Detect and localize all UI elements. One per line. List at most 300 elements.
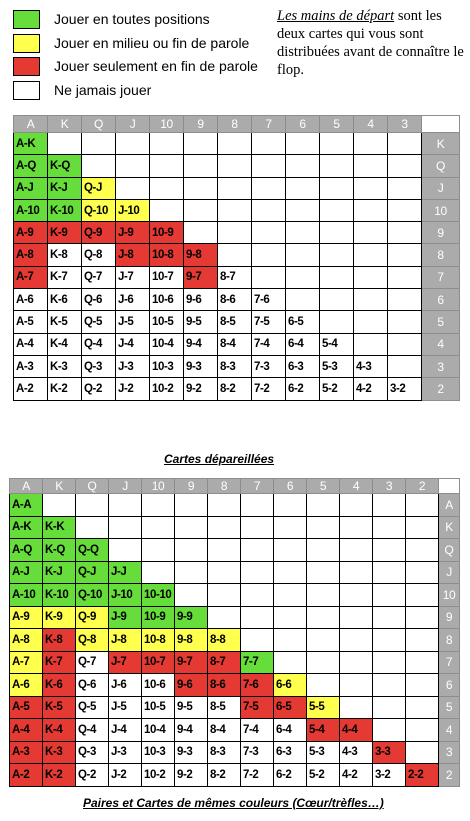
- empty-cell: [286, 222, 320, 244]
- empty-cell: [274, 651, 307, 674]
- hand-cell: 7-4: [241, 719, 274, 742]
- hand-cell: 5-4: [320, 333, 354, 355]
- hand-cell: 10-9: [142, 606, 175, 629]
- hand-cell: 10-5: [142, 696, 175, 719]
- hand-cell: 9-3: [184, 355, 218, 377]
- legend-label: Ne jamais jouer: [54, 81, 152, 98]
- empty-cell: [388, 289, 422, 311]
- empty-cell: [340, 629, 373, 652]
- hand-cell: J-4: [116, 333, 150, 355]
- hand-cell: 8-4: [218, 333, 252, 355]
- hand-cell: 10-5: [150, 311, 184, 333]
- empty-cell: [252, 199, 286, 221]
- column-header: 10: [142, 479, 175, 494]
- table-row: [10, 764, 460, 787]
- empty-cell: [116, 133, 150, 155]
- hand-cell: 7-5: [252, 311, 286, 333]
- hand-cell: 9-9: [175, 606, 208, 629]
- hand-cell: A-5: [14, 311, 48, 333]
- table-row: [10, 606, 460, 629]
- column-header: 2: [406, 479, 439, 494]
- column-header: [439, 479, 460, 494]
- hand-cell: 8-2: [218, 378, 252, 400]
- table-row: [10, 584, 460, 607]
- hand-cell: 8-3: [208, 741, 241, 764]
- empty-cell: [373, 584, 406, 607]
- suited-hands-grid: [9, 478, 460, 787]
- empty-cell: [373, 629, 406, 652]
- row-header: 2: [422, 378, 460, 400]
- empty-cell: [241, 629, 274, 652]
- suited-caption: Paires et Cartes de mêmes couleurs (Cœur/trèfles…): [83, 796, 384, 810]
- row-header: J: [439, 561, 460, 584]
- hand-cell: 5-2: [307, 764, 340, 787]
- hand-cell: Q-4: [76, 719, 109, 742]
- empty-cell: [175, 516, 208, 539]
- hand-cell: 10-3: [142, 741, 175, 764]
- empty-cell: [373, 674, 406, 697]
- table-row: [10, 629, 460, 652]
- hand-cell: 6-2: [286, 378, 320, 400]
- hand-cell: A-6: [14, 289, 48, 311]
- hand-cell: K-K: [43, 516, 76, 539]
- empty-cell: [406, 584, 439, 607]
- empty-cell: [109, 539, 142, 562]
- hand-cell: A-7: [14, 266, 48, 288]
- row-header: 6: [439, 674, 460, 697]
- empty-cell: [406, 606, 439, 629]
- empty-cell: [307, 651, 340, 674]
- hand-cell: Q-10: [76, 584, 109, 607]
- empty-cell: [373, 719, 406, 742]
- hand-cell: J-10: [116, 199, 150, 221]
- empty-cell: [373, 516, 406, 539]
- empty-cell: [76, 516, 109, 539]
- hand-cell: 6-3: [274, 741, 307, 764]
- hand-cell: Q-7: [76, 651, 109, 674]
- hand-cell: Q-7: [82, 266, 116, 288]
- hand-cell: Q-6: [76, 674, 109, 697]
- empty-cell: [406, 719, 439, 742]
- empty-cell: [82, 155, 116, 177]
- hand-cell: K-4: [48, 333, 82, 355]
- empty-cell: [175, 584, 208, 607]
- intro-text: [277, 7, 467, 79]
- hand-cell: Q-2: [82, 378, 116, 400]
- hand-cell: K-4: [43, 719, 76, 742]
- hand-cell: 4-2: [340, 764, 373, 787]
- hand-cell: 5-3: [320, 355, 354, 377]
- table-row: [10, 539, 460, 562]
- table-row: [14, 177, 460, 199]
- empty-cell: [48, 133, 82, 155]
- hand-cell: A-3: [14, 355, 48, 377]
- empty-cell: [150, 199, 184, 221]
- hand-cell: A-8: [14, 244, 48, 266]
- empty-cell: [373, 696, 406, 719]
- hand-cell: 10-2: [150, 378, 184, 400]
- empty-cell: [388, 222, 422, 244]
- empty-cell: [252, 222, 286, 244]
- empty-cell: [373, 539, 406, 562]
- empty-cell: [109, 516, 142, 539]
- hand-cell: J-J: [109, 561, 142, 584]
- empty-cell: [218, 133, 252, 155]
- row-header: 3: [422, 355, 460, 377]
- empty-cell: [406, 696, 439, 719]
- hand-cell: Q-3: [82, 355, 116, 377]
- column-header: 5: [307, 479, 340, 494]
- row-header: 10: [439, 584, 460, 607]
- hand-cell: 10-4: [150, 333, 184, 355]
- hand-cell: K-8: [43, 629, 76, 652]
- hand-cell: A-J: [14, 177, 48, 199]
- empty-cell: [388, 244, 422, 266]
- empty-cell: [274, 516, 307, 539]
- row-header: A: [439, 494, 460, 517]
- hand-cell: 9-3: [175, 741, 208, 764]
- column-header: 6: [274, 479, 307, 494]
- empty-cell: [286, 199, 320, 221]
- empty-cell: [274, 561, 307, 584]
- table-row: [14, 311, 460, 333]
- empty-cell: [307, 629, 340, 652]
- legend-label: Jouer en toutes positions: [54, 11, 210, 27]
- row-header: 4: [439, 719, 460, 742]
- table-row: [10, 494, 460, 517]
- hand-cell: Q-8: [82, 244, 116, 266]
- hand-cell: 10-9: [150, 222, 184, 244]
- hand-cell: K-Q: [43, 539, 76, 562]
- column-header: A: [14, 116, 48, 133]
- empty-cell: [208, 584, 241, 607]
- table-row: [14, 289, 460, 311]
- empty-cell: [76, 494, 109, 517]
- hand-cell: 8-4: [208, 719, 241, 742]
- hand-cell: Q-6: [82, 289, 116, 311]
- hand-cell: 9-2: [184, 378, 218, 400]
- intro-body: sont les deux cartes qui vous sont distribuées avant de connaître le flop.: [277, 8, 464, 78]
- hand-cell: J-5: [109, 696, 142, 719]
- hand-cell: Q-4: [82, 333, 116, 355]
- table-row: [14, 199, 460, 221]
- empty-cell: [307, 494, 340, 517]
- hand-cell: K-10: [48, 199, 82, 221]
- column-header: 4: [354, 116, 388, 133]
- hand-cell: K-6: [43, 674, 76, 697]
- hand-cell: 10-8: [150, 244, 184, 266]
- hand-cell: A-K: [14, 133, 48, 155]
- legend-swatch-white: [13, 81, 40, 100]
- hand-cell: 10-2: [142, 764, 175, 787]
- empty-cell: [116, 155, 150, 177]
- hand-cell: 6-6: [274, 674, 307, 697]
- hand-cell: J-7: [109, 651, 142, 674]
- empty-cell: [252, 244, 286, 266]
- empty-cell: [218, 155, 252, 177]
- empty-cell: [373, 561, 406, 584]
- hand-cell: A-Q: [14, 155, 48, 177]
- empty-cell: [274, 629, 307, 652]
- empty-cell: [373, 651, 406, 674]
- empty-cell: [252, 266, 286, 288]
- hand-cell: 9-7: [184, 266, 218, 288]
- hand-cell: J-3: [109, 741, 142, 764]
- empty-cell: [274, 539, 307, 562]
- empty-cell: [43, 494, 76, 517]
- table-row: [10, 741, 460, 764]
- empty-cell: [320, 266, 354, 288]
- empty-cell: [241, 539, 274, 562]
- row-header: K: [439, 516, 460, 539]
- column-header: 8: [208, 479, 241, 494]
- hand-cell: 7-3: [252, 355, 286, 377]
- row-header: 9: [439, 606, 460, 629]
- hand-cell: 6-4: [274, 719, 307, 742]
- hand-cell: 7-4: [252, 333, 286, 355]
- hand-cell: 8-5: [218, 311, 252, 333]
- row-header: 10: [422, 199, 460, 221]
- empty-cell: [241, 494, 274, 517]
- table-row: [14, 155, 460, 177]
- hand-cell: Q-9: [76, 606, 109, 629]
- empty-cell: [286, 155, 320, 177]
- column-header: 3: [388, 116, 422, 133]
- empty-cell: [340, 584, 373, 607]
- empty-cell: [184, 222, 218, 244]
- hand-cell: 5-3: [307, 741, 340, 764]
- hand-cell: A-10: [14, 199, 48, 221]
- table-row: [14, 333, 460, 355]
- row-header: 9: [422, 222, 460, 244]
- empty-cell: [208, 494, 241, 517]
- offsuit-hands-grid: [13, 115, 460, 401]
- hand-cell: 6-5: [274, 696, 307, 719]
- hand-cell: Q-2: [76, 764, 109, 787]
- empty-cell: [286, 177, 320, 199]
- empty-cell: [184, 155, 218, 177]
- empty-cell: [388, 155, 422, 177]
- hand-cell: J-9: [116, 222, 150, 244]
- hand-cell: A-9: [14, 222, 48, 244]
- empty-cell: [406, 674, 439, 697]
- empty-cell: [388, 355, 422, 377]
- hand-cell: 9-6: [175, 674, 208, 697]
- hand-cell: J-9: [109, 606, 142, 629]
- hand-cell: 9-7: [175, 651, 208, 674]
- legend-swatch-yellow: [13, 34, 40, 53]
- empty-cell: [286, 266, 320, 288]
- column-header: A: [10, 479, 43, 494]
- empty-cell: [286, 289, 320, 311]
- hand-cell: 10-6: [150, 289, 184, 311]
- hand-cell: K-10: [43, 584, 76, 607]
- empty-cell: [241, 561, 274, 584]
- table-row: [14, 378, 460, 400]
- hand-cell: 8-5: [208, 696, 241, 719]
- table-row: [10, 696, 460, 719]
- empty-cell: [142, 494, 175, 517]
- hand-cell: A-10: [10, 584, 43, 607]
- hand-cell: K-2: [48, 378, 82, 400]
- hand-cell: 8-6: [218, 289, 252, 311]
- hand-cell: A-2: [14, 378, 48, 400]
- hand-cell: A-K: [10, 516, 43, 539]
- empty-cell: [340, 539, 373, 562]
- empty-cell: [175, 539, 208, 562]
- hand-cell: J-6: [116, 289, 150, 311]
- hand-cell: 7-5: [241, 696, 274, 719]
- empty-cell: [354, 244, 388, 266]
- hand-cell: K-5: [43, 696, 76, 719]
- hand-cell: 10-6: [142, 674, 175, 697]
- column-header: 5: [320, 116, 354, 133]
- empty-cell: [184, 199, 218, 221]
- empty-cell: [406, 629, 439, 652]
- empty-cell: [354, 266, 388, 288]
- hand-cell: J-2: [109, 764, 142, 787]
- empty-cell: [142, 561, 175, 584]
- empty-cell: [373, 494, 406, 517]
- hand-cell: 9-5: [175, 696, 208, 719]
- column-header: Q: [82, 116, 116, 133]
- column-header: 6: [286, 116, 320, 133]
- hand-cell: Q-5: [76, 696, 109, 719]
- hand-cell: 9-6: [184, 289, 218, 311]
- hand-cell: K-5: [48, 311, 82, 333]
- empty-cell: [252, 177, 286, 199]
- column-header: 7: [241, 479, 274, 494]
- empty-cell: [388, 333, 422, 355]
- hand-cell: 5-4: [307, 719, 340, 742]
- row-header: 5: [439, 696, 460, 719]
- empty-cell: [241, 516, 274, 539]
- hand-cell: A-4: [10, 719, 43, 742]
- empty-cell: [354, 311, 388, 333]
- row-header: 2: [439, 764, 460, 787]
- empty-cell: [320, 155, 354, 177]
- hand-cell: J-8: [109, 629, 142, 652]
- column-header: 3: [373, 479, 406, 494]
- empty-cell: [340, 494, 373, 517]
- empty-cell: [354, 133, 388, 155]
- empty-cell: [340, 651, 373, 674]
- hand-cell: Q-8: [76, 629, 109, 652]
- hand-cell: 5-2: [320, 378, 354, 400]
- empty-cell: [286, 133, 320, 155]
- empty-cell: [320, 177, 354, 199]
- empty-cell: [175, 561, 208, 584]
- hand-cell: 6-4: [286, 333, 320, 355]
- hand-cell: 10-3: [150, 355, 184, 377]
- hand-cell: A-J: [10, 561, 43, 584]
- empty-cell: [175, 494, 208, 517]
- hand-cell: 4-3: [354, 355, 388, 377]
- empty-cell: [208, 539, 241, 562]
- empty-cell: [184, 177, 218, 199]
- empty-cell: [82, 133, 116, 155]
- hand-cell: 3-2: [388, 378, 422, 400]
- hand-cell: J-10: [109, 584, 142, 607]
- hand-cell: A-6: [10, 674, 43, 697]
- hand-cell: K-J: [48, 177, 82, 199]
- column-header: K: [43, 479, 76, 494]
- empty-cell: [241, 584, 274, 607]
- legend-swatch-green: [13, 10, 40, 29]
- hand-cell: A-3: [10, 741, 43, 764]
- table-row: [10, 719, 460, 742]
- table-row: [10, 561, 460, 584]
- hand-cell: 3-2: [373, 764, 406, 787]
- empty-cell: [406, 539, 439, 562]
- empty-cell: [320, 311, 354, 333]
- hand-cell: Q-10: [82, 199, 116, 221]
- empty-cell: [373, 606, 406, 629]
- empty-cell: [307, 584, 340, 607]
- empty-cell: [406, 651, 439, 674]
- empty-cell: [307, 606, 340, 629]
- empty-cell: [274, 584, 307, 607]
- hand-cell: 8-6: [208, 674, 241, 697]
- hand-cell: 7-6: [252, 289, 286, 311]
- hand-cell: 10-10: [142, 584, 175, 607]
- empty-cell: [340, 516, 373, 539]
- empty-cell: [354, 333, 388, 355]
- hand-cell: 8-2: [208, 764, 241, 787]
- column-header: Q: [76, 479, 109, 494]
- hand-cell: K-J: [43, 561, 76, 584]
- empty-cell: [218, 222, 252, 244]
- empty-cell: [307, 674, 340, 697]
- hand-cell: 8-7: [208, 651, 241, 674]
- hand-cell: 9-2: [175, 764, 208, 787]
- empty-cell: [388, 311, 422, 333]
- hand-cell: 9-5: [184, 311, 218, 333]
- table-row: [14, 222, 460, 244]
- empty-cell: [406, 516, 439, 539]
- legend-swatch-red: [13, 57, 40, 76]
- hand-cell: 3-3: [373, 741, 406, 764]
- empty-cell: [241, 606, 274, 629]
- hand-cell: A-5: [10, 696, 43, 719]
- hand-cell: K-7: [43, 651, 76, 674]
- empty-cell: [354, 222, 388, 244]
- empty-cell: [184, 133, 218, 155]
- empty-cell: [218, 199, 252, 221]
- hand-cell: K-2: [43, 764, 76, 787]
- empty-cell: [320, 222, 354, 244]
- empty-cell: [150, 133, 184, 155]
- hand-cell: A-8: [10, 629, 43, 652]
- empty-cell: [307, 516, 340, 539]
- empty-cell: [340, 606, 373, 629]
- table-row: [14, 266, 460, 288]
- row-header: Q: [422, 155, 460, 177]
- column-header: 10: [150, 116, 184, 133]
- empty-cell: [218, 177, 252, 199]
- row-header: 3: [439, 741, 460, 764]
- table-row: [10, 651, 460, 674]
- hand-cell: 9-4: [184, 333, 218, 355]
- empty-cell: [388, 133, 422, 155]
- hand-cell: Q-Q: [76, 539, 109, 562]
- empty-cell: [320, 244, 354, 266]
- hand-cell: 6-5: [286, 311, 320, 333]
- empty-cell: [340, 561, 373, 584]
- hand-cell: 4-4: [340, 719, 373, 742]
- row-header: 4: [422, 333, 460, 355]
- empty-cell: [406, 741, 439, 764]
